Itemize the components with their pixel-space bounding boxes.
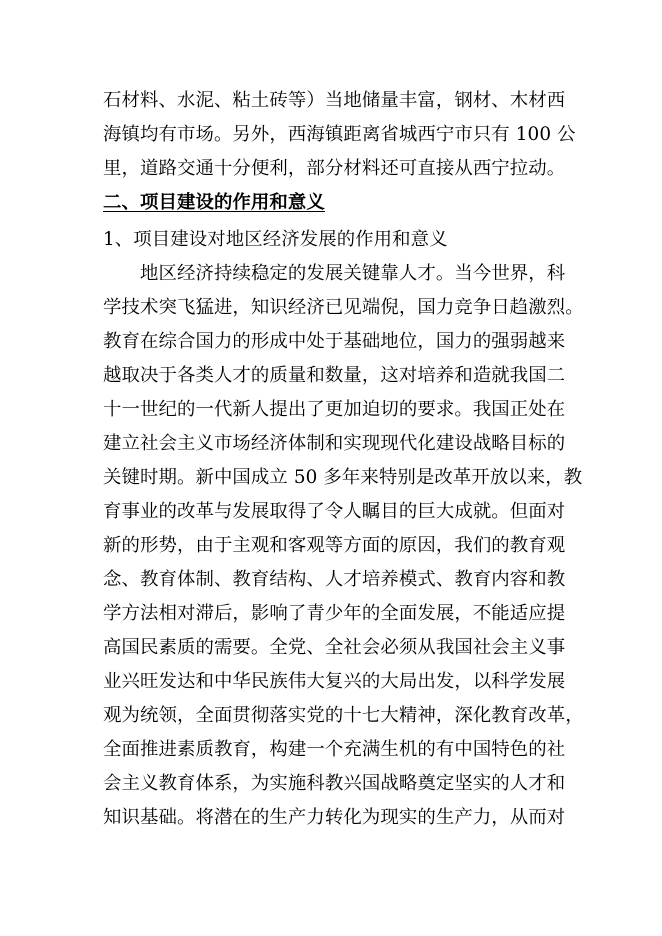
paragraph-line: 全面推进素质教育，构建一个充满生机的有中国特色的社	[103, 739, 566, 760]
paragraph-line: 高国民素质的需要。全党、全社会必须从我国社会主义事	[103, 637, 566, 658]
paragraph-line: 观为统领，全面贯彻落实党的十七大精神，深化教育改革，	[103, 705, 584, 726]
text-line: 海镇均有市场。另外，西海镇距离省城西宁市只有 100 公	[103, 124, 576, 145]
paragraph-line: 念、教育体制、教育结构、人才培养模式、教育内容和教	[103, 569, 566, 590]
paragraph-line: 教育在综合国力的形成中处于基础地位，国力的强弱越来	[103, 331, 566, 352]
paragraph-line: 业兴旺发达和中华民族伟大复兴的大局出发，以科学发展	[103, 671, 566, 692]
paragraph-line: 关键时期。新中国成立 50 多年来特别是改革开放以来，教	[103, 467, 583, 488]
paragraph-line: 会主义教育体系，为实施科教兴国战略奠定坚实的人才和	[103, 773, 566, 794]
paragraph-line: 新的形势，由于主观和客观等方面的原因，我们的教育观	[103, 535, 566, 556]
paragraph-line: 建立社会主义市场经济体制和实现现代化建设战略目标的	[103, 433, 566, 454]
paragraph-line: 越取决于各类人才的质量和数量，这对培养和造就我国二	[103, 365, 566, 386]
paragraph-line: 育事业的改革与发展取得了令人瞩目的巨大成就。但面对	[103, 501, 566, 522]
paragraph-line: 十一世纪的一代新人提出了更加迫切的要求。我国正处在	[103, 399, 566, 420]
subheading: 1、项目建设对地区经济发展的作用和意义	[103, 229, 448, 250]
text-line: 里，道路交通十分便利，部分材料还可直接从西宁拉动。	[103, 158, 566, 179]
paragraph-line: 学技术突飞猛进，知识经济已见端倪，国力竞争日趋激烈。	[103, 297, 584, 318]
text-line: 石材料、水泥、粘土砖等）当地储量丰富，钢材、木材西	[103, 90, 566, 111]
paragraph-line: 知识基础。将潜在的生产力转化为现实的生产力，从而对	[103, 807, 566, 828]
paragraph-line: 地区经济持续稳定的发展关键靠人才。当今世界，科	[140, 263, 566, 284]
paragraph-line: 学方法相对滞后，影响了青少年的全面发展，不能适应提	[103, 603, 566, 624]
section-heading: 二、项目建设的作用和意义	[103, 192, 325, 213]
